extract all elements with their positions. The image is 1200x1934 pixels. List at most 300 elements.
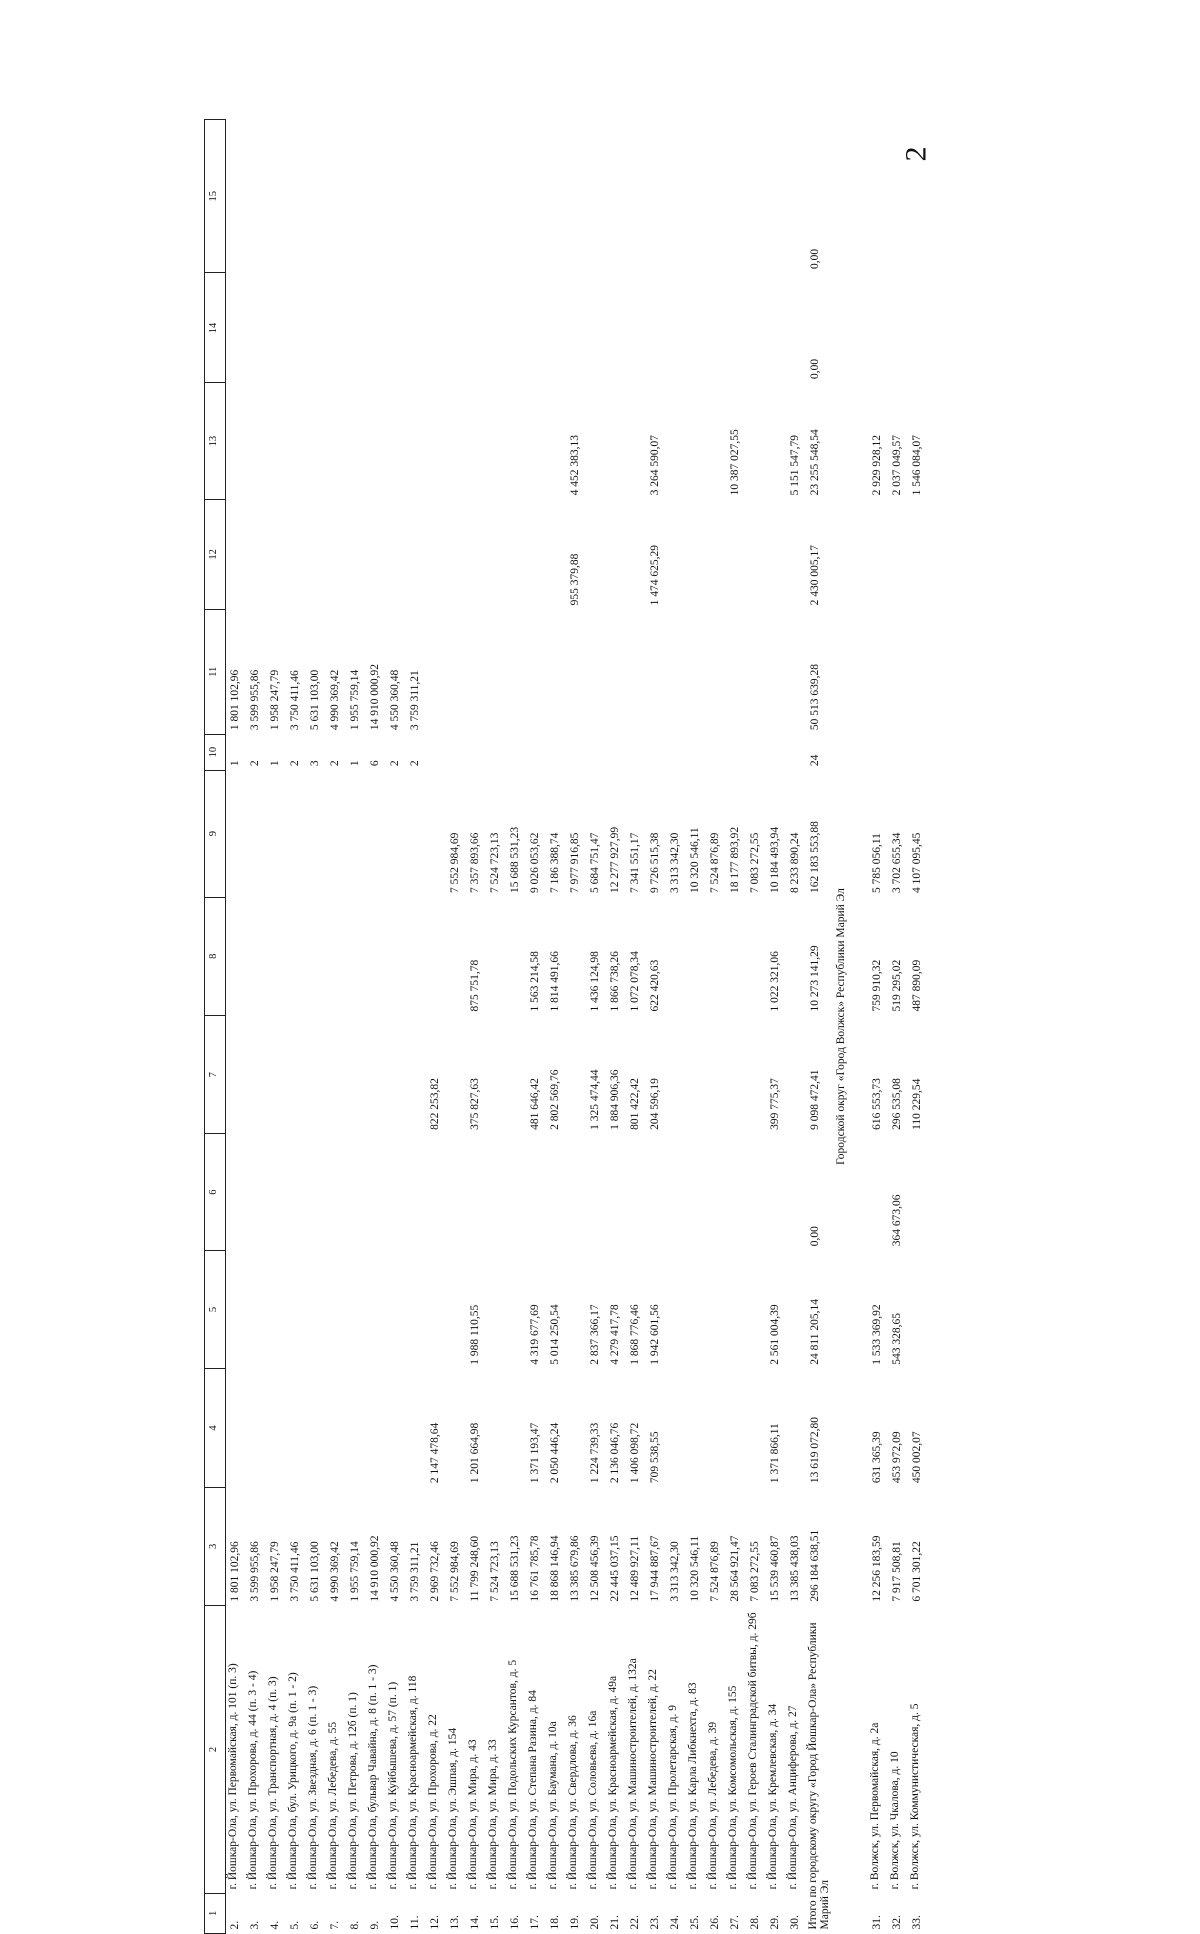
- table-row: [566, 120, 586, 1934]
- cell-c8: [446, 897, 466, 1015]
- cell-c4: [446, 1369, 466, 1487]
- total-cost: 6 701 301,22: [911, 1541, 923, 1602]
- cell-c8: [226, 897, 247, 1015]
- cell-c12: [466, 499, 486, 609]
- cell-c13: [466, 383, 486, 499]
- cell-c13: [586, 383, 606, 499]
- cell-c13: [246, 383, 266, 499]
- cell-c6: [326, 1134, 346, 1250]
- cell-c4: [746, 1369, 766, 1487]
- cell-c7: 399 775,37: [769, 1078, 781, 1130]
- table-row: [606, 120, 626, 1934]
- cell-c11: 1 801 102,96: [229, 669, 241, 731]
- cell-c5: 4 319 677,69: [529, 1304, 541, 1365]
- cell-c9: [346, 770, 366, 897]
- total-row: [806, 120, 832, 1934]
- cell-c13: [686, 383, 706, 499]
- cell-c4: 1 371 866,11: [769, 1423, 781, 1484]
- cell-c14: [526, 273, 546, 383]
- cell-c11: 5 631 103,00: [309, 669, 321, 731]
- address: г. Волжск, ул. Первомайская, д. 2а: [869, 1722, 881, 1890]
- row-number: 22.: [629, 1915, 641, 1930]
- total-cost: 3 759 311,21: [409, 1541, 421, 1602]
- cell-c12: [226, 499, 247, 609]
- total-cost: 3 599 955,86: [249, 1541, 261, 1602]
- table-row: [406, 120, 426, 1934]
- cell-c8: [746, 897, 766, 1015]
- cell-c10: [526, 734, 546, 770]
- cell-c6: [226, 1134, 247, 1250]
- cell-c15: [726, 120, 746, 274]
- cell-c10: 2: [249, 760, 261, 767]
- cell-c14: [686, 273, 706, 383]
- cell-c7: [486, 1015, 506, 1133]
- row-number: 6.: [309, 1920, 321, 1930]
- cell-c13: [666, 383, 686, 499]
- cell-c6: [786, 1134, 806, 1250]
- table-row: [726, 120, 746, 1934]
- cell-c13: [426, 383, 446, 499]
- column-header-9: 9: [205, 770, 226, 897]
- cell-c8: [426, 897, 446, 1015]
- cell-c4: [226, 1369, 247, 1487]
- cell-c9: 7 977 916,85: [569, 832, 581, 894]
- cell-c8: [726, 897, 746, 1015]
- row-number: 27.: [729, 1915, 741, 1930]
- column-header-8: 8: [205, 897, 226, 1015]
- cell-c14: [346, 273, 366, 383]
- cell-c9: 10 320 546,11: [689, 827, 701, 894]
- cell-c8: [286, 897, 306, 1015]
- cell-c5: 543 328,65: [891, 1312, 903, 1365]
- cell-c13: [506, 383, 526, 499]
- address: г. Йошкар-Ола, ул. Машиностроителей, д. 22: [647, 1669, 659, 1890]
- cell-c8: [566, 897, 586, 1015]
- table-row: [266, 120, 286, 1934]
- table-row: [386, 120, 406, 1934]
- cell-c9: 12 277 927,99: [609, 826, 621, 894]
- row-number: 4.: [269, 1920, 281, 1930]
- cell-c4: 450 002,07: [911, 1431, 923, 1484]
- address: г. Йошкар-Ола, ул. Красноармейская, д. 49а: [607, 1675, 619, 1890]
- cell-c10: 1: [349, 760, 361, 767]
- row-number: 5.: [289, 1920, 301, 1930]
- total-cost: 15 539 460,87: [769, 1535, 781, 1602]
- cell-c14: [486, 273, 506, 383]
- cell-c7: 375 827,63: [469, 1078, 481, 1130]
- cell-c11: [466, 609, 486, 734]
- data-table: [204, 119, 928, 1934]
- cell-c10: [466, 734, 486, 770]
- cell-c10: [746, 734, 766, 770]
- cell-c8: 1 072 078,34: [629, 951, 641, 1012]
- cell-c7: [386, 1015, 406, 1133]
- cell-c7: [666, 1015, 686, 1133]
- cell-c8: 487 890,09: [911, 959, 923, 1012]
- table-row: [786, 120, 806, 1934]
- cell-c5: [286, 1250, 306, 1368]
- cell-c4: [566, 1369, 586, 1487]
- column-header-14: 14: [205, 273, 226, 383]
- cell-c15: [586, 120, 606, 274]
- cell-c7: [266, 1015, 286, 1133]
- cell-c14: [426, 273, 446, 383]
- total-cost: 4 990 369,42: [329, 1541, 341, 1602]
- column-header-7: 7: [205, 1015, 226, 1133]
- cell-c12: [786, 499, 806, 609]
- cell-c13: [346, 383, 366, 499]
- cell-c14: [446, 273, 466, 383]
- table-row: [686, 120, 706, 1934]
- total-c3: 296 184 638,51: [809, 1529, 821, 1602]
- cell-c14: [366, 273, 386, 383]
- cell-c7: 481 646,42: [529, 1078, 541, 1130]
- address: г. Йошкар-Ола, ул. Лебедева, д. 39: [707, 1721, 719, 1890]
- spacer-cell: [852, 120, 868, 1934]
- cell-c14: [706, 273, 726, 383]
- cell-c12: [426, 499, 446, 609]
- cell-c11: [868, 609, 888, 734]
- cell-c11: 3 599 955,86: [249, 669, 261, 731]
- total-cost: 4 550 360,48: [389, 1541, 401, 1602]
- cell-c15: [706, 120, 726, 274]
- address: г. Йошкар-Ола, ул. Соловьева, д. 16а: [587, 1710, 599, 1890]
- row-number: 8.: [349, 1920, 361, 1930]
- cell-c6: [908, 1134, 928, 1250]
- address: г. Йошкар-Ола, ул. Степана Разина, д. 84: [527, 1690, 539, 1890]
- cell-c4: 631 365,39: [871, 1431, 883, 1484]
- cell-c14: [586, 273, 606, 383]
- cell-c7: [226, 1015, 247, 1133]
- cell-c9: 7 186 388,74: [549, 832, 561, 894]
- address: г. Йошкар-Ола, ул. Прохорова, д. 44 (п. 3 - 4): [247, 1670, 259, 1890]
- cell-c8: [346, 897, 366, 1015]
- cell-c14: [626, 273, 646, 383]
- cell-c13: 10 387 027,55: [729, 429, 741, 496]
- cell-c13: [406, 383, 426, 499]
- row-number: 12.: [429, 1915, 441, 1930]
- table-row: [746, 120, 766, 1934]
- address: г. Йошкар-Ола, ул. Комсомольская, д. 155: [727, 1685, 739, 1890]
- table-row: [526, 120, 546, 1934]
- cell-c10: 2: [329, 760, 341, 767]
- total-cost: 17 944 887,67: [649, 1535, 661, 1602]
- cell-c12: [326, 499, 346, 609]
- cell-c4: [246, 1369, 266, 1487]
- cell-c12: [386, 499, 406, 609]
- cell-c5: [306, 1250, 326, 1368]
- cell-c14: [666, 273, 686, 383]
- cell-c10: [586, 734, 606, 770]
- cell-c13: 1 546 084,07: [911, 434, 923, 496]
- cell-c11: [426, 609, 446, 734]
- cell-c15: [306, 120, 326, 274]
- address: г. Йошкар-Ола, бул. Урицкого, д. 9а (п. 1 - 2): [287, 1672, 299, 1890]
- total-cost: 1 955 759,14: [349, 1541, 361, 1602]
- table-row: [908, 120, 928, 1934]
- cell-c12: [586, 499, 606, 609]
- address: г. Йошкар-Ола, ул. Прохорова, д. 22: [427, 1714, 439, 1890]
- cell-c11: [908, 609, 928, 734]
- cell-c5: [706, 1250, 726, 1368]
- cell-c11: [506, 609, 526, 734]
- cell-c11: [766, 609, 786, 734]
- cell-c8: 1 563 214,58: [529, 951, 541, 1012]
- cell-c11: 1 958 247,79: [269, 669, 281, 731]
- cell-c15: [686, 120, 706, 274]
- cell-c10: [908, 734, 928, 770]
- row-number: 10.: [389, 1915, 401, 1930]
- table-row: [286, 120, 306, 1934]
- total-c15: 0,00: [809, 248, 821, 269]
- cell-c6: [386, 1134, 406, 1250]
- cell-c13: 3 264 590,07: [649, 434, 661, 496]
- table-row: [626, 120, 646, 1934]
- address: г. Волжск, ул. Коммунистическая, д. 5: [909, 1703, 921, 1890]
- cell-c4: [786, 1369, 806, 1487]
- cell-c8: [386, 897, 406, 1015]
- cell-c4: 709 538,55: [649, 1431, 661, 1484]
- cell-c9: 10 184 493,94: [769, 826, 781, 894]
- cell-c11: 4 990 369,42: [329, 669, 341, 731]
- row-number: 24.: [669, 1915, 681, 1930]
- cell-c10: [888, 734, 908, 770]
- cell-c14: [766, 273, 786, 383]
- column-header-12: 12: [205, 499, 226, 609]
- cell-c10: [626, 734, 646, 770]
- cell-c7: [686, 1015, 706, 1133]
- cell-c9: 8 233 890,24: [789, 832, 801, 894]
- cell-c13: 2 929 928,12: [871, 434, 883, 496]
- row-number: 13.: [449, 1915, 461, 1930]
- cell-c6: [746, 1134, 766, 1250]
- cell-c13: [326, 383, 346, 499]
- cell-c5: 5 014 250,54: [549, 1304, 561, 1365]
- cell-c10: 2: [389, 760, 401, 767]
- total-cost: 5 631 103,00: [309, 1541, 321, 1602]
- cell-c14: [606, 273, 626, 383]
- total-cost: 7 524 876,89: [709, 1541, 721, 1602]
- cell-c9: [246, 770, 266, 897]
- cell-c10: [546, 734, 566, 770]
- table-header-row: [205, 120, 226, 1934]
- total-cost: 15 688 531,23: [509, 1535, 521, 1602]
- cell-c14: [326, 273, 346, 383]
- cell-c5: [908, 1250, 928, 1368]
- cell-c14: [386, 273, 406, 383]
- cell-c4: [666, 1369, 686, 1487]
- cell-c15: [446, 120, 466, 274]
- address: г. Йошкар-Ола, ул. Звездная, д. 6 (п. 1 - 3): [307, 1685, 319, 1890]
- column-header-1: 1: [205, 1893, 226, 1933]
- row-number: 30.: [789, 1915, 801, 1930]
- cell-c13: [606, 383, 626, 499]
- row-number: 2.: [229, 1920, 241, 1930]
- column-header-3: 3: [205, 1487, 226, 1605]
- cell-c8: [326, 897, 346, 1015]
- cell-c4: [386, 1369, 406, 1487]
- address: г. Йошкар-Ола, ул. Свердлова, д. 36: [567, 1715, 579, 1890]
- cell-c9: [306, 770, 326, 897]
- cell-c15: [566, 120, 586, 274]
- cell-c6: [286, 1134, 306, 1250]
- cell-c5: 1 942 601,56: [649, 1304, 661, 1365]
- cell-c10: [868, 734, 888, 770]
- table-row: [486, 120, 506, 1934]
- total-cost: 3 750 411,46: [289, 1541, 301, 1602]
- row-number: 3.: [249, 1920, 261, 1930]
- cell-c4: [306, 1369, 326, 1487]
- cell-c7: [286, 1015, 306, 1133]
- cell-c7: [346, 1015, 366, 1133]
- cell-c10: 2: [409, 760, 421, 767]
- cell-c7: 110 229,54: [911, 1078, 923, 1130]
- cell-c13: 2 037 049,57: [891, 434, 903, 496]
- cell-c8: 1 814 491,66: [549, 951, 561, 1012]
- cell-c14: [406, 273, 426, 383]
- cell-c9: 5 785 056,11: [871, 833, 883, 894]
- cell-c9: [386, 770, 406, 897]
- cell-c5: [446, 1250, 466, 1368]
- cell-c7: 296 535,08: [891, 1078, 903, 1130]
- cell-c15: [746, 120, 766, 274]
- row-number: 9.: [369, 1920, 381, 1930]
- cell-c15: [226, 120, 247, 274]
- cell-c5: 1 868 776,46: [629, 1304, 641, 1365]
- cell-c14: [888, 273, 908, 383]
- table-row: [246, 120, 266, 1934]
- cell-c11: [746, 609, 766, 734]
- cell-c9: [266, 770, 286, 897]
- row-number: 16.: [509, 1915, 521, 1930]
- cell-c12: [306, 499, 326, 609]
- cell-c7: [706, 1015, 726, 1133]
- column-header-2: 2: [205, 1606, 226, 1894]
- address: г. Йошкар-Ола, ул. Машиностроителей, д. 132а: [627, 1658, 639, 1890]
- cell-c14: [226, 273, 247, 383]
- cell-c9: 9 026 053,62: [529, 832, 541, 894]
- spacer-row: [852, 120, 868, 1934]
- cell-c10: [706, 734, 726, 770]
- cell-c5: [686, 1250, 706, 1368]
- cell-c6: [586, 1134, 606, 1250]
- cell-c12: [606, 499, 626, 609]
- row-number: 20.: [589, 1915, 601, 1930]
- cell-c8: [486, 897, 506, 1015]
- cell-c12: [666, 499, 686, 609]
- cell-c7: 204 596,19: [649, 1078, 661, 1130]
- table-row: [346, 120, 366, 1934]
- cell-c12: [766, 499, 786, 609]
- cell-c9: 7 524 876,89: [709, 832, 721, 894]
- total-cost: 7 917 508,81: [891, 1541, 903, 1602]
- column-header-15: 15: [205, 120, 226, 274]
- cell-c10: [646, 734, 666, 770]
- cell-c9: 3 702 655,34: [891, 832, 903, 894]
- cell-c6: [246, 1134, 266, 1250]
- cell-c11: 3 750 411,46: [289, 670, 301, 731]
- cell-c4: [266, 1369, 286, 1487]
- column-header-4: 4: [205, 1369, 226, 1487]
- cell-c7: [506, 1015, 526, 1133]
- cell-c15: [346, 120, 366, 274]
- cell-c15: [266, 120, 286, 274]
- cell-c11: [626, 609, 646, 734]
- cell-c13: [386, 383, 406, 499]
- cell-c15: [526, 120, 546, 274]
- table-row: [706, 120, 726, 1934]
- cell-c11: [486, 609, 506, 734]
- address: г. Йошкар-Ола, ул. Эшпая, д. 154: [447, 1727, 459, 1890]
- cell-c14: [286, 273, 306, 383]
- column-header-11: 11: [205, 609, 226, 734]
- cell-c10: [486, 734, 506, 770]
- cell-c15: [888, 120, 908, 274]
- cell-c12: [686, 499, 706, 609]
- row-number: 23.: [649, 1915, 661, 1930]
- cell-c5: [266, 1250, 286, 1368]
- cell-c10: [426, 734, 446, 770]
- cell-c9: 18 177 893,92: [729, 826, 741, 894]
- cell-c13: [306, 383, 326, 499]
- cell-c12: 1 474 625,29: [649, 544, 661, 606]
- address: г. Йошкар-Ола, ул. Мира, д. 43: [467, 1739, 479, 1890]
- total-c10: 24: [809, 754, 821, 767]
- cell-c4: 2 147 478,64: [429, 1422, 441, 1484]
- page-number: 2: [899, 146, 933, 162]
- table-row: [326, 120, 346, 1934]
- cell-c6: [726, 1134, 746, 1250]
- total-cost: 16 761 785,78: [529, 1535, 541, 1602]
- cell-c6: [666, 1134, 686, 1250]
- address: г. Йошкар-Ола, ул. Куйбышева, д. 57 (п. 1): [387, 1681, 399, 1890]
- cell-c10: [786, 734, 806, 770]
- cell-c6: [266, 1134, 286, 1250]
- cell-c5: 2 837 366,17: [589, 1304, 601, 1365]
- cell-c15: [766, 120, 786, 274]
- cell-c6: [486, 1134, 506, 1250]
- cell-c5: [366, 1250, 386, 1368]
- cell-c7: [306, 1015, 326, 1133]
- section-heading-row: [832, 120, 852, 1934]
- cell-c4: 1 406 098,72: [629, 1422, 641, 1484]
- cell-c6: 364 673,06: [891, 1194, 903, 1247]
- cell-c12: [246, 499, 266, 609]
- cell-c8: 519 295,02: [891, 959, 903, 1012]
- cell-c6: [868, 1134, 888, 1250]
- cell-c6: [466, 1134, 486, 1250]
- total-cost: 7 552 984,69: [449, 1541, 461, 1602]
- cell-c15: [506, 120, 526, 274]
- row-number: 31.: [871, 1915, 883, 1930]
- cell-c15: [486, 120, 506, 274]
- cell-c15: [246, 120, 266, 274]
- cell-c13: [286, 383, 306, 499]
- cell-c10: [766, 734, 786, 770]
- cell-c6: [626, 1134, 646, 1250]
- cell-c15: [326, 120, 346, 274]
- cell-c14: [266, 273, 286, 383]
- cell-c9: [406, 770, 426, 897]
- cell-c12: [346, 499, 366, 609]
- cell-c14: [246, 273, 266, 383]
- cell-c11: [586, 609, 606, 734]
- cell-c12: [446, 499, 466, 609]
- cell-c11: [446, 609, 466, 734]
- cell-c12: [506, 499, 526, 609]
- cell-c9: 7 552 984,69: [449, 832, 461, 894]
- cell-c7: 616 553,73: [871, 1078, 883, 1130]
